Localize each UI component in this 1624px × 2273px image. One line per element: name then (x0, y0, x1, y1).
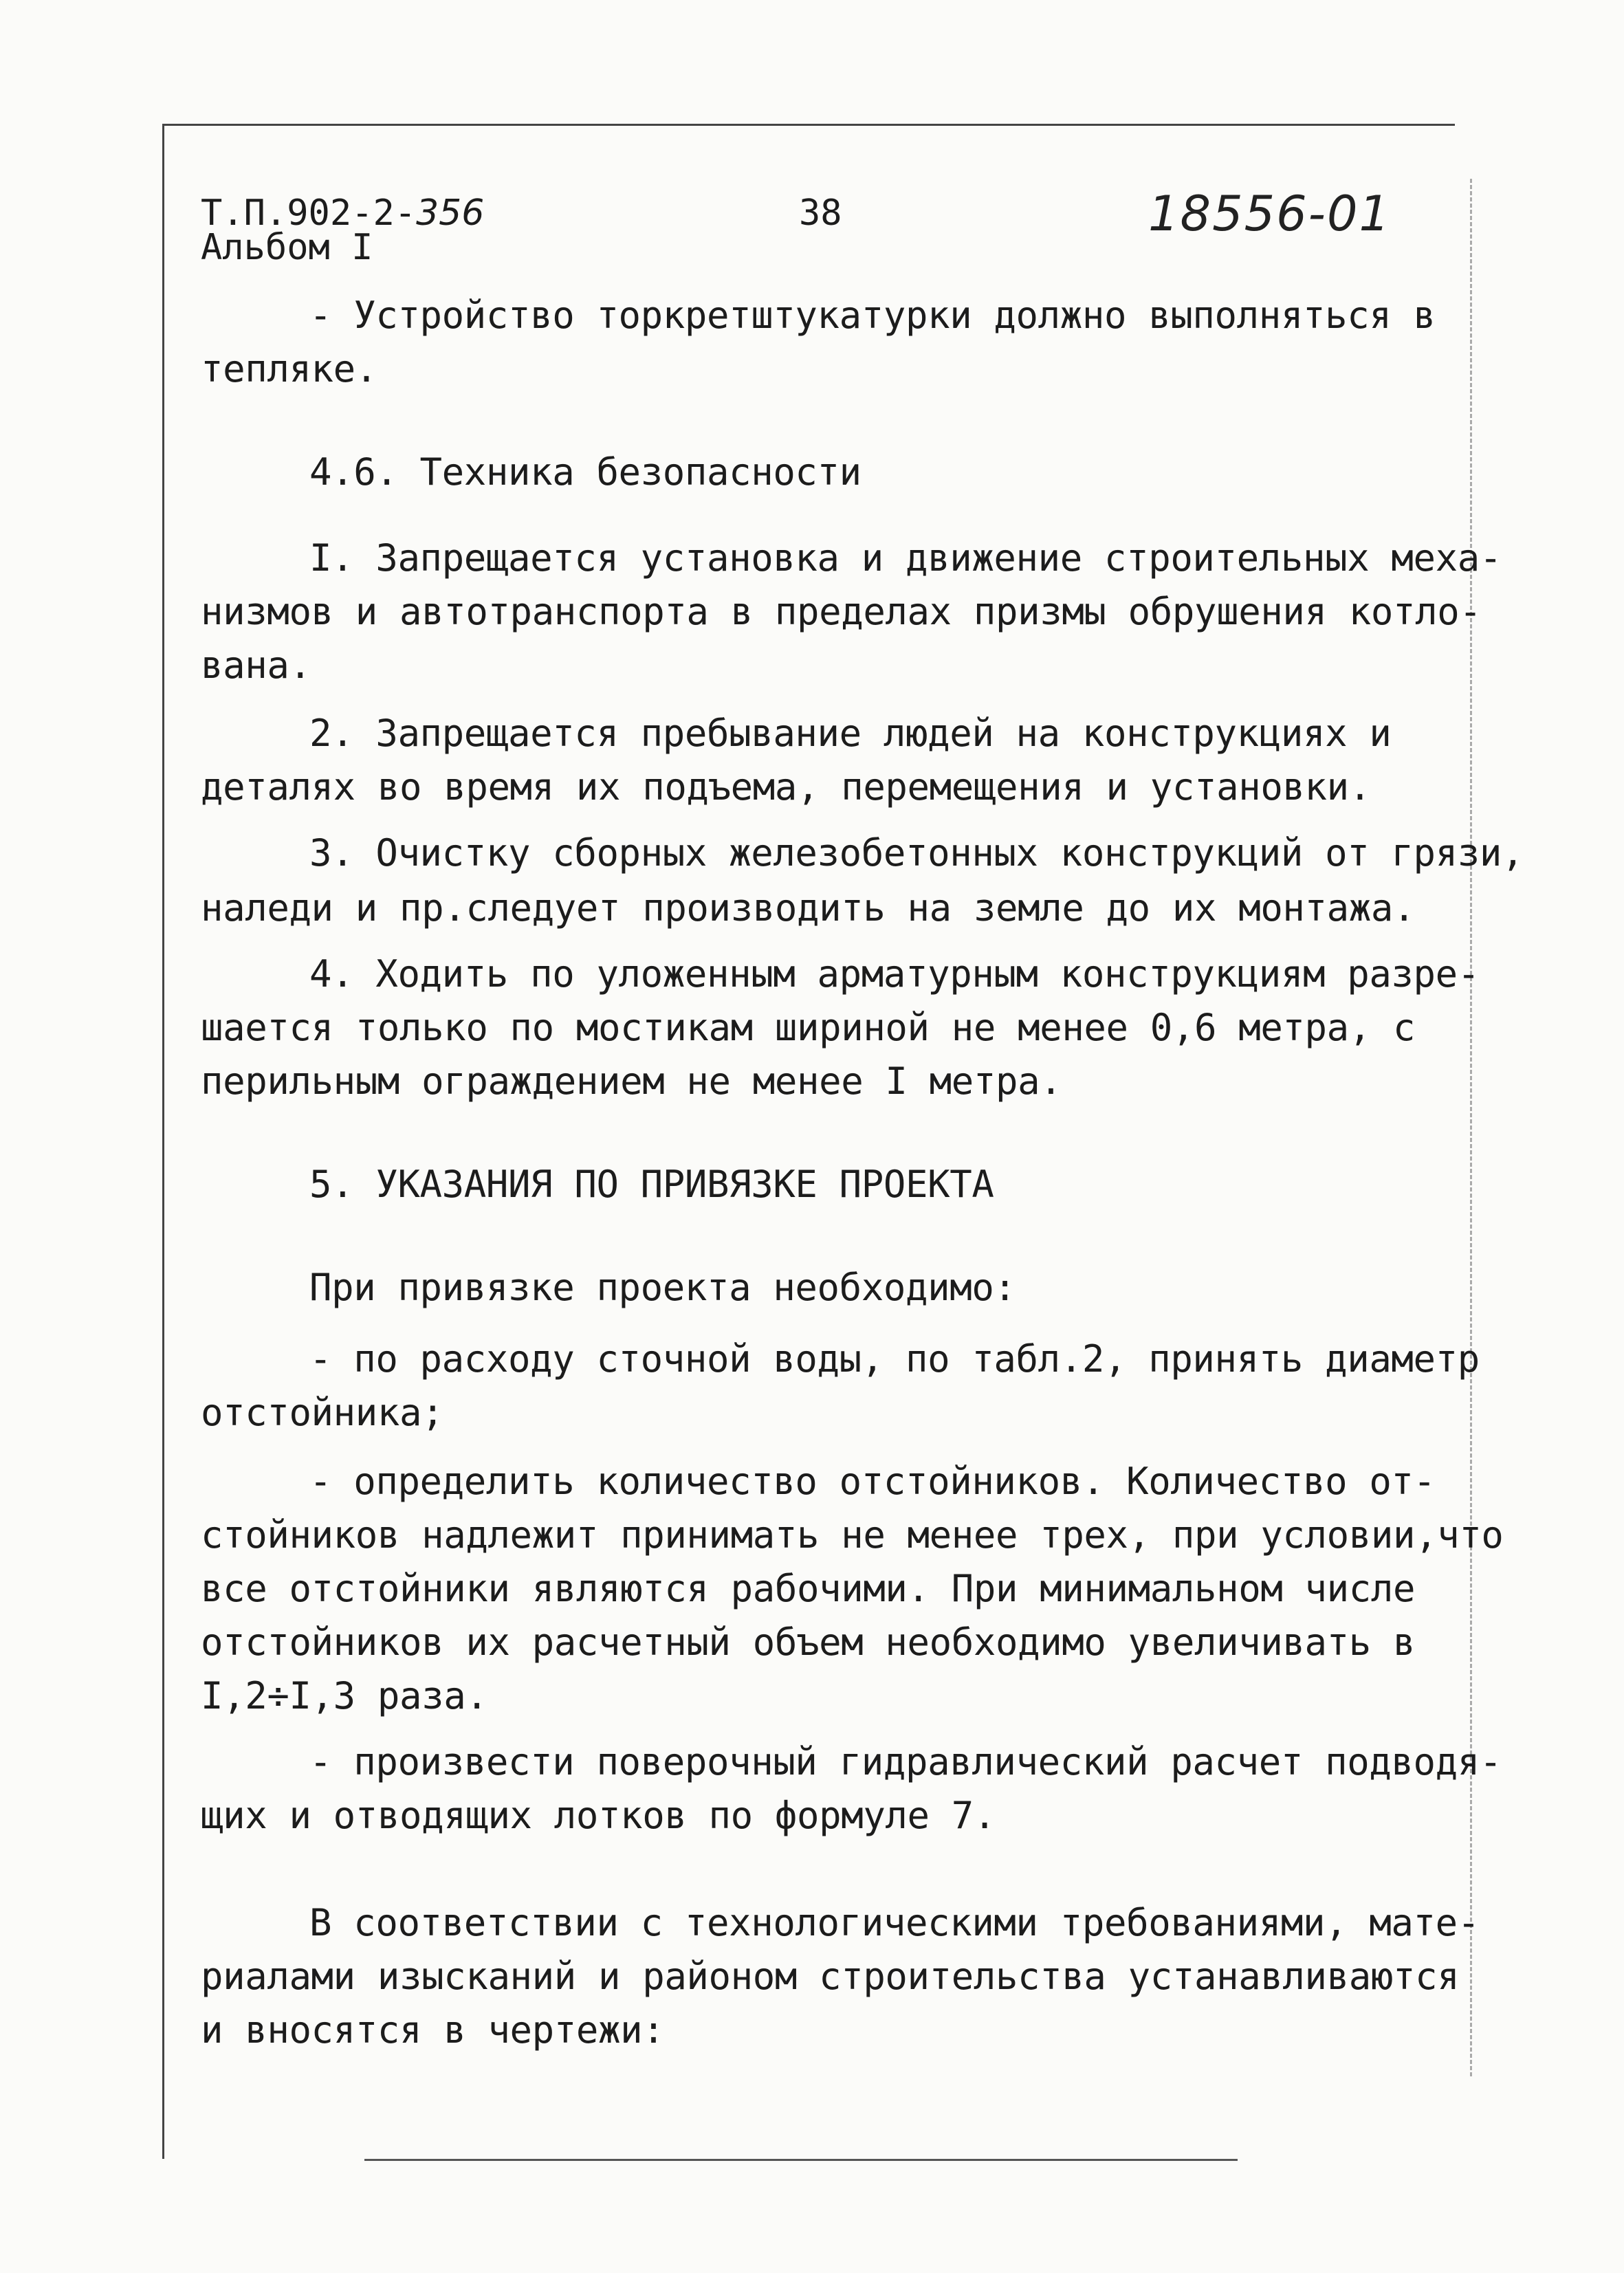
instruction-1-line: - по расходу сточной воды, по табл.2, принять диаметр (309, 1337, 1480, 1381)
instruction-3-line: - произвести поверочный гидравлический расчет подводя- (309, 1740, 1502, 1783)
final-paragraph-line: и вносятся в чертежи: (201, 2008, 665, 2052)
intro-line: При привязке проекта необходимо: (309, 1266, 1016, 1309)
frame-top-border (162, 124, 1455, 126)
paragraph-line: - Устройство торкретштукатурки должно выполняться в (309, 294, 1436, 337)
frame-bottom-border (364, 2159, 1238, 2161)
final-paragraph-line: В соответствии с технологическими требованиями, мате- (309, 1901, 1480, 1944)
document-code-printed: Т.П.902-2- (201, 193, 417, 234)
instruction-1-line: отстойника; (201, 1391, 444, 1434)
list-item-1-line: низмов и автотранспорта в пределах призмы обрушения котло- (201, 590, 1482, 633)
list-item-1-line: вана. (201, 644, 311, 687)
list-item-3-line: 3. Очистку сборных железобетонных конструкций от грязи, (309, 831, 1524, 875)
frame-right-border (1470, 179, 1472, 2076)
instruction-2-line: - определить количество отстойников. Количество от- (309, 1460, 1436, 1503)
list-item-1-line: I. Запрещается установка и движение строительных меха- (309, 536, 1502, 580)
instruction-3-line: щих и отводящих лотков по формуле 7. (201, 1794, 996, 1837)
document-code (201, 193, 485, 234)
instruction-2-line: отстойников их расчетный объем необходимо увеличивать в (201, 1621, 1416, 1664)
list-item-2-line: 2. Запрещается пребывание людей на конструкциях и (309, 712, 1392, 755)
page-number: 38 (799, 193, 842, 234)
archive-number-handwritten: 18556-01 (1148, 186, 1392, 242)
instruction-2-line: стойников надлежит принимать не менее трех, при условии,что (201, 1513, 1504, 1557)
frame-left-border (162, 124, 164, 2159)
list-item-3-line: наледи и пр.следует производить на земле до их монтажа. (201, 886, 1416, 930)
section-heading-5: 5. УКАЗАНИЯ ПО ПРИВЯЗКЕ ПРОЕКТА (309, 1163, 994, 1206)
instruction-2-line: все отстойники являются рабочими. При минимальном числе (201, 1567, 1416, 1610)
list-item-4-line: перильным ограждением не менее I метра. (201, 1059, 1062, 1103)
list-item-4-line: шается только по мостикам шириной не менее 0,6 метра, с (201, 1006, 1416, 1049)
list-item-2-line: деталях во время их подъема, перемещения и установки. (201, 765, 1371, 809)
section-heading-4-6: 4.6. Техника безопасности (309, 450, 862, 494)
document-code-handwritten: 356 (416, 193, 485, 234)
paragraph-line: тепляке. (201, 347, 377, 391)
final-paragraph-line: риалами изысканий и районом строительства устанавливаются (201, 1955, 1460, 1998)
instruction-2-line: I,2÷I,3 раза. (201, 1674, 488, 1717)
album-label: Альбом I (201, 227, 373, 268)
list-item-4-line: 4. Ходить по уложенным арматурным конструкциям разре- (309, 952, 1480, 996)
